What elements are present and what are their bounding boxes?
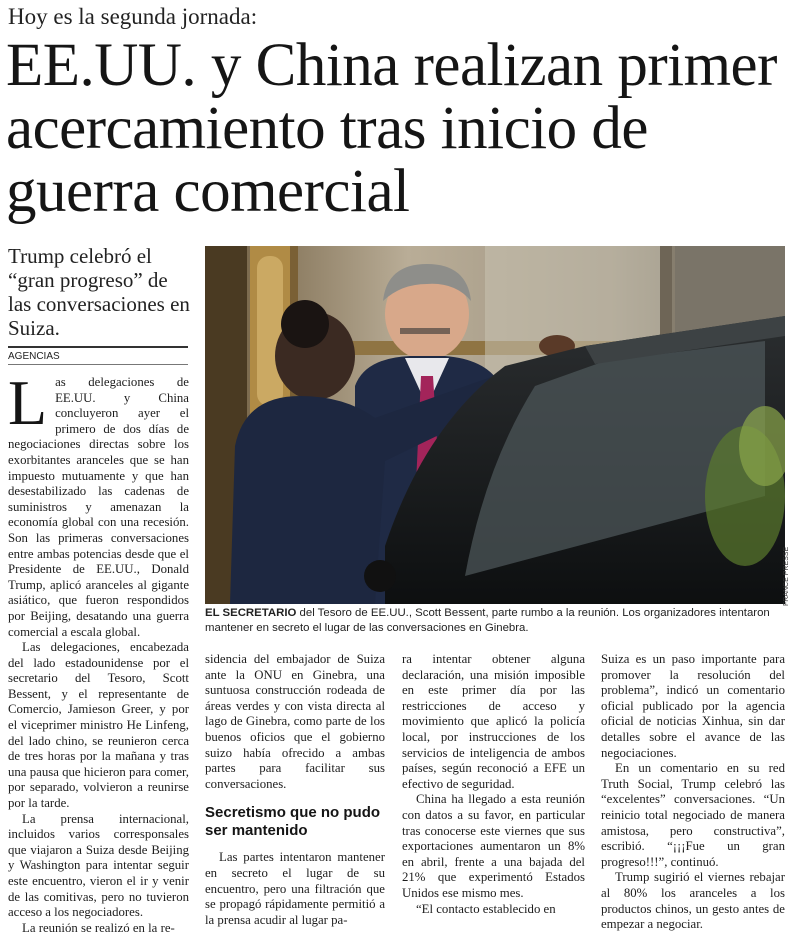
article-column-2 xyxy=(205,652,385,928)
body-paragraph: La reunión se realizó en la re- xyxy=(22,920,175,935)
article-column-4 xyxy=(601,652,785,933)
caption-text: del Tesoro de EE.UU., Scott Bessent, parte rumbo a la reunión. Los organizadores intentaron mantener en secreto el lugar de las conversaciones en Ginebra. xyxy=(205,607,770,634)
body-paragraph: Las partes intentaron mantener en secreto el lugar de su encuentro, pero una filtración que se propagó rápidamente permitió a la prensa acudir al lugar pa- xyxy=(205,850,385,927)
body-paragraph: Trump sugirió el viernes rebajar al 80% los aranceles a los productos chinos, un gesto antes de empezar a negociar. xyxy=(601,870,785,932)
body-paragraph: China ha llegado a esta reunión con datos a su favor, en particular tras conocerse este viernes que sus exportaciones aumentaron un 8% en abril, frente a una bajada del 21% que experimentó Estados Unidos ese mismo mes. xyxy=(402,792,585,900)
drop-cap: L xyxy=(8,367,48,438)
caption-lead: EL SECRETARIO xyxy=(205,607,297,619)
body-paragraph: Las delegaciones, encabezada del lado estadounidense por el secretario del Tesoro, Scott Bessent, y el representante de Comercio, Jamieson Greer, y por el viceprimer ministro He Linfeng, del lado chino, se reunieron cerca de tres horas por la mañana y tras una pausa que hicieron para comer, por separado, volvieron a reunirse por la tarde. xyxy=(8,640,189,811)
article-column-1 xyxy=(8,367,189,936)
photo-caption xyxy=(205,606,785,636)
kicker: Hoy es la segunda jornada: xyxy=(8,4,258,29)
body-paragraph: Suiza es un paso importante para promover la resolución del problema”, indicó un comentario oficial publicado por la agencia oficial de noticias Xinhua, sin dar detalles sobre el avance de las negociaciones. xyxy=(601,652,785,760)
body-paragraph: La prensa internacional, incluidos varios corresponsales que viajaron a Suiza desde Beijing y Washington para intentar seguir este encuentro, vieron el ir y venir de las comitivas, pero no tuvieron acceso a los negociadores. xyxy=(8,811,189,920)
rule xyxy=(8,364,188,365)
body-paragraph: as delegaciones de EE.UU. y China concluyeron ayer el primero de dos días de negociaciones directas sobre los exorbitantes aranceles que se han impuesto mutuamente y que han desestabilizado las cadenas de suministros y amenazan la economía global con una recesión. Son las primeras conversaciones entre ambas potencias desde que el Presidente de EE.UU., Donald Trump, aplicó aranceles al gigante asiático, que fueron respondidos por Beijing, desatando una guerra comercial a escala global. xyxy=(8,375,189,639)
deck: Trump celebró el “gran progreso” de las conversaciones en Suiza. xyxy=(8,244,190,340)
body-paragraph: “El contacto establecido en xyxy=(416,901,556,916)
body-paragraph: ra intentar obtener alguna declaración, una misión imposible en este primer día por las restricciones de acceso y movimiento que aplicó la policía local, por instrucciones de los servicios de inteligencia de ambos países, según reconoció a EFE un efectivo de seguridad. xyxy=(402,652,585,791)
body-paragraph: En un comentario en su red Truth Social, Trump celebró las “excelentes” conversaciones. “Un reinicio total negociado de manera amistosa, pero constructiva”, escribió. “¡¡¡Fue un gran progreso!!!”, continuó. xyxy=(601,761,785,869)
news-photo xyxy=(205,246,785,604)
subheading: Secretismo que no pudo ser mantenido xyxy=(205,804,381,840)
headline: EE.UU. y China realizan primer acercamiento tras inicio de guerra comercial xyxy=(6,32,777,225)
source-label: AGENCIAS xyxy=(8,351,60,362)
article-column-3 xyxy=(402,652,585,917)
photo-credit: FRANCE PRESSE xyxy=(783,546,790,606)
body-paragraph: sidencia del embajador de Suiza ante la ONU en Ginebra, una suntuosa construcción rodeada de áreas verdes y con vista directa al lago de Ginebra, como parte de los buenos oficios que el gobierno suizo había ofrecido a ambas partes para facilitar sus conversaciones. xyxy=(205,652,385,791)
rule xyxy=(8,346,188,348)
